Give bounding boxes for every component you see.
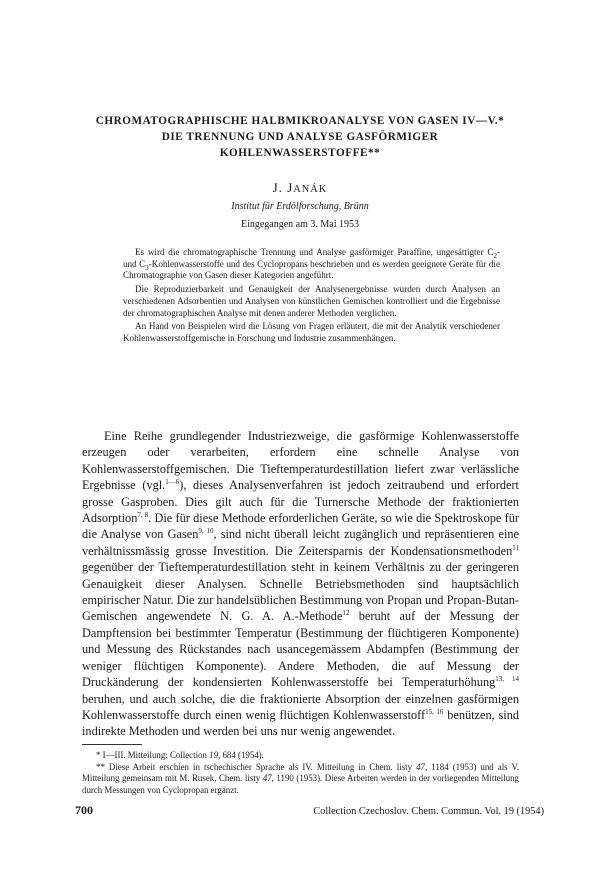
footnote-text: , 1190 (1953). Diese Arbeiten werden in der vorliegenden Mitteilung durch Messungen von Cyclopropan ergänzt. — [82, 773, 519, 795]
volume-number: 19 — [209, 750, 219, 760]
page-footer — [75, 803, 544, 818]
author-initial: J. — [272, 180, 288, 195]
body-text-run: Eine Reihe grundlegender Industriezweige, die gasförmige Kohlenwasserstoffe erzeugen oder verarbeiten, erfordern eine schnelle Analyse von Kohlenwasserstoffgemischen. Die Tieftemperaturdestillation liefert zwar verlässliche Ergebnisse (vgl. — [82, 429, 519, 493]
footnote-text: , 684 (1954). — [218, 750, 264, 760]
citation-superscript: 1—6 — [165, 478, 180, 487]
body-paragraph — [82, 428, 519, 740]
author-name — [0, 180, 600, 196]
abstract-paragraph-2: Die Reproduzierbarkeit und Genauigkeit der Analysenergebnisse wurden durch Analysen an verschiedenen Adsorbentien und Analysen von künstlichen Gemischen kontrolliert und die Ergebnisse der chromatographischen Analyse mit denen anderer Methoden verglichen. — [123, 284, 500, 318]
title-line-2: DIE TRENNUNG UND ANALYSE GASFÖRMIGER — [161, 131, 439, 143]
citation-superscript: 13, 14 — [495, 675, 519, 683]
subscript: 3 — [145, 263, 149, 272]
abstract-text: -Kohlenwasserstoffe und des Cyclopropans beschrieben und es werden geeignete Geräte für die Chromatographie von Gasen dieser Kategorien angeführt. — [123, 258, 500, 281]
page-number: 700 — [75, 803, 93, 817]
abstract-text: Es wird die chromatographische Trennung und Analyse gasförmiger Paraffine, ungesättigter C — [135, 247, 494, 257]
title-line-1: CHROMATOGRAPHISCHE HALBMIKROANALYSE VON GASEN IV—V.* — [95, 115, 505, 127]
footnote-divider — [82, 744, 142, 745]
body-text-run: ), dieses Analysenverfahren ist jedoch zeitraubend und erfordert grosse Gasproben. Dies gilt auch für die Turnersche Methode der fraktionierten Adsorption — [82, 478, 519, 526]
body-text-run: benützen, sind indirekte Methoden und werden bei uns nur wenig angewendet. — [82, 707, 520, 739]
volume-number: 47 — [262, 773, 272, 783]
citation-superscript: 15, 16 — [425, 707, 444, 716]
subscript: 2 — [493, 251, 497, 260]
abstract-paragraph-3: An Hand von Beispielen wird die Lösung von Fragen erläutert, die mit der Analytik verschiedener Kohlenwasserstoffgemische in Forschung und Industrie zusammenhängen. — [123, 321, 500, 343]
abstract — [123, 247, 500, 347]
title-line-3: KOHLENWASSERSTOFFE** — [219, 147, 381, 159]
footnote-text: ** Diese Arbeit erschien in tschechischer Sprache als IV. Mitteilung in Chem. listy — [96, 761, 417, 772]
footnote-1 — [82, 750, 519, 762]
volume-number: 47 — [416, 761, 425, 772]
article-title — [70, 113, 530, 161]
footnote-2 — [82, 762, 519, 797]
body-text-run: , sind nicht überall leicht zugänglich und repräsentieren eine verhältnissmässig grosse Investition. Die Zeitersparnis der Kondensationsmethoden — [82, 527, 519, 558]
footnote-text: * I—III. Mitteilung: Collection — [96, 750, 210, 760]
author-surname-cap: J — [287, 180, 294, 195]
citation-superscript: 9, 10 — [198, 527, 214, 536]
author-affiliation: Institut für Erdölforschung, Brünn — [231, 201, 369, 212]
body-text-run: beruhen, und auch solche, die die fraktionierte Absorption der einzelnen gasförmigen Kohlenwasserstoffe durch einen wenig flüchtigen Kohlenwasserstoff — [82, 691, 519, 722]
body-text-run: beruht auf der Messung der Dampftension bei bestimmter Temperatur (Bestimmung der flüchtigeren Komponente) und Messung des Rückstandes nach usancegemässem Abdampfen (Bestimmung der weniger flüchtigen Komponente). Andere Methoden, die auf Messung der Druckänderung der kondensierten Kohlenwasserstoffe bei Temperaturhöhung — [82, 609, 519, 690]
citation-superscript: 12 — [342, 609, 350, 618]
footnotes — [82, 750, 519, 796]
abstract-paragraph-1 — [123, 247, 500, 282]
received-date: Eingegangen am 3. Mai 1953 — [240, 219, 360, 230]
body-text-run: . Die für diese Methode erforderlichen Geräte, so wie die Spektroskope für die Analyse von Gasen — [82, 511, 520, 542]
body-text-run: gegenüber der Tieftemperaturdestillation steht in keinem Verhältnis zu der geringeren Genauigkeit dieser Analysen. Schnelle Betriebsmethoden sind hauptsächlich empirischer Natur. Die zur handelsüblichen Bestimmung von Propan und Propan-Butan-Gemischen angewendete N. G. A. A.-Methode — [82, 560, 519, 624]
author-surname-rest: ANÁK — [293, 184, 328, 195]
citation-superscript: 11 — [512, 543, 519, 552]
journal-citation: Collection Czechoslov. Chem. Commun. Vol. 19 (1954) — [313, 806, 544, 817]
footnote-text: , 1184 (1953) und als V. Mitteilung gemeinsam mit M. Rusek, Chem. listy — [82, 761, 520, 783]
body-text — [82, 428, 519, 740]
abstract-text: - und C — [123, 247, 500, 269]
citation-superscript: 7, 8 — [137, 510, 149, 519]
